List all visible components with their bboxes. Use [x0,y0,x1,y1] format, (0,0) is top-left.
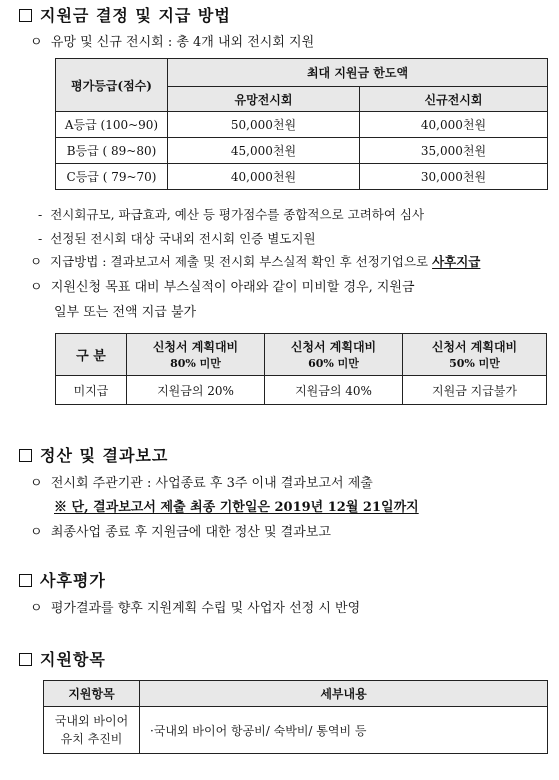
bullet-mark: ㅇ [30,525,43,540]
cell-line: 유치 추진비 [60,732,123,746]
header-category: 구 분 [56,334,127,376]
bullet-line-3-cont [54,301,196,320]
bullet-line-4 [30,472,373,491]
header-line: 50% 미만 [449,357,500,370]
header-line: 신청서 계획대비 [290,340,377,354]
bullet-text: 평가결과를 향후 지원계획 수립 및 사업자 선정 시 반영 [50,601,361,616]
cell-promising: 45,000천원 [168,138,360,164]
bullet-line-3 [30,276,415,295]
dash-text: 선정된 전시회 대상 국내외 전시회 인증 별도지원 [50,231,316,246]
bullet-mark: ㅇ [30,35,43,50]
cell-grade: B등급 ( 89~80) [56,138,168,164]
dash-mark: - [38,231,43,246]
cell-under-50: 지원금 지급불가 [403,376,547,405]
cell-grade: A등급 (100~90) [56,112,168,138]
table-row [44,707,548,754]
dash-mark: - [38,207,43,222]
cell-under-60: 지원금의 40% [265,376,403,405]
deadline-note: ※ 단, 결과보고서 제출 최종 기한일은 2019년 12월 21일까지 [54,500,419,515]
cell-line: 국내외 바이어 [54,714,129,728]
dash-line-2 [38,229,316,247]
cell-promising: 50,000천원 [168,112,360,138]
bullet-line-6 [30,597,360,616]
cell-new: 30,000천원 [360,164,548,190]
bullet-text: 지급방법 : 결과보고서 제출 및 전시회 부스실적 확인 후 선정기업으로 [50,254,433,269]
section-title-text: 지원항목 [40,650,106,669]
dash-text: 전시회규모, 파급효과, 예산 등 평가점수를 종합적으로 고려하여 심사 [50,207,425,222]
header-under-60 [265,334,403,376]
bullet-mark: ㅇ [30,476,43,491]
checkbox-square-icon [19,574,32,587]
header-item: 지원항목 [44,681,140,707]
header-line: 80% 미만 [170,357,221,370]
section-title-text: 정산 및 결과보고 [40,446,169,465]
table-row [56,376,547,405]
header-detail: 세부내용 [140,681,548,707]
header-under-50 [403,334,547,376]
shortfall-table [55,333,547,405]
bullet-mark: ㅇ [30,254,43,269]
section-title-payment [19,3,231,26]
header-promising: 유망전시회 [168,87,360,112]
header-line: 신청서 계획대비 [152,340,239,354]
table-row [56,164,548,190]
bullet-mark: ㅇ [30,601,43,616]
cell-category: 미지급 [56,376,127,405]
cell-under-80: 지원금의 20% [127,376,265,405]
cell-promising: 40,000천원 [168,164,360,190]
support-items-table [43,680,548,754]
checkbox-square-icon [19,449,32,462]
header-line: 신청서 계획대비 [431,340,518,354]
checkbox-square-icon [19,9,32,22]
cell-new: 35,000천원 [360,138,548,164]
cell-detail: ·국내외 바이어 항공비/ 숙박비/ 통역비 등 [140,707,548,754]
section-title-evaluation [19,568,106,591]
cell-grade: C등급 ( 79~70) [56,164,168,190]
support-amount-table [55,58,548,190]
bullet-text: 일부 또는 전액 지급 불가 [54,305,197,320]
header-new: 신규전시회 [360,87,548,112]
section-title-support-items [19,647,106,670]
section-title-settlement [19,443,168,466]
emphasis-text: 사후지급 [432,254,481,269]
bullet-text: 최종사업 종료 후 지원금에 대한 정산 및 결과보고 [50,525,331,540]
cell-new: 40,000천원 [360,112,548,138]
header-max-amount: 최대 지원금 한도액 [168,59,548,87]
bullet-text: 지원신청 목표 대비 부스실적이 아래와 같이 미비할 경우, 지원금 [50,280,415,295]
table-row [56,112,548,138]
table-row [56,138,548,164]
checkbox-square-icon [19,653,32,666]
bullet-line-1 [30,31,314,50]
header-under-80 [127,334,265,376]
bullet-line-2 [30,252,480,270]
dash-line-1 [38,205,424,223]
bullet-text: 유망 및 신규 전시회 : 총 4개 내외 전시회 지원 [50,35,315,50]
bullet-text: 전시회 주관기관 : 사업종료 후 3주 이내 결과보고서 제출 [50,476,373,491]
section-title-text: 지원금 결정 및 지급 방법 [40,6,231,25]
section-title-text: 사후평가 [40,571,106,590]
cell-item [44,707,140,754]
bullet-mark: ㅇ [30,280,43,295]
header-line: 60% 미만 [308,357,359,370]
header-grade: 평가등급(점수) [56,59,168,112]
bullet-line-5 [30,521,331,540]
